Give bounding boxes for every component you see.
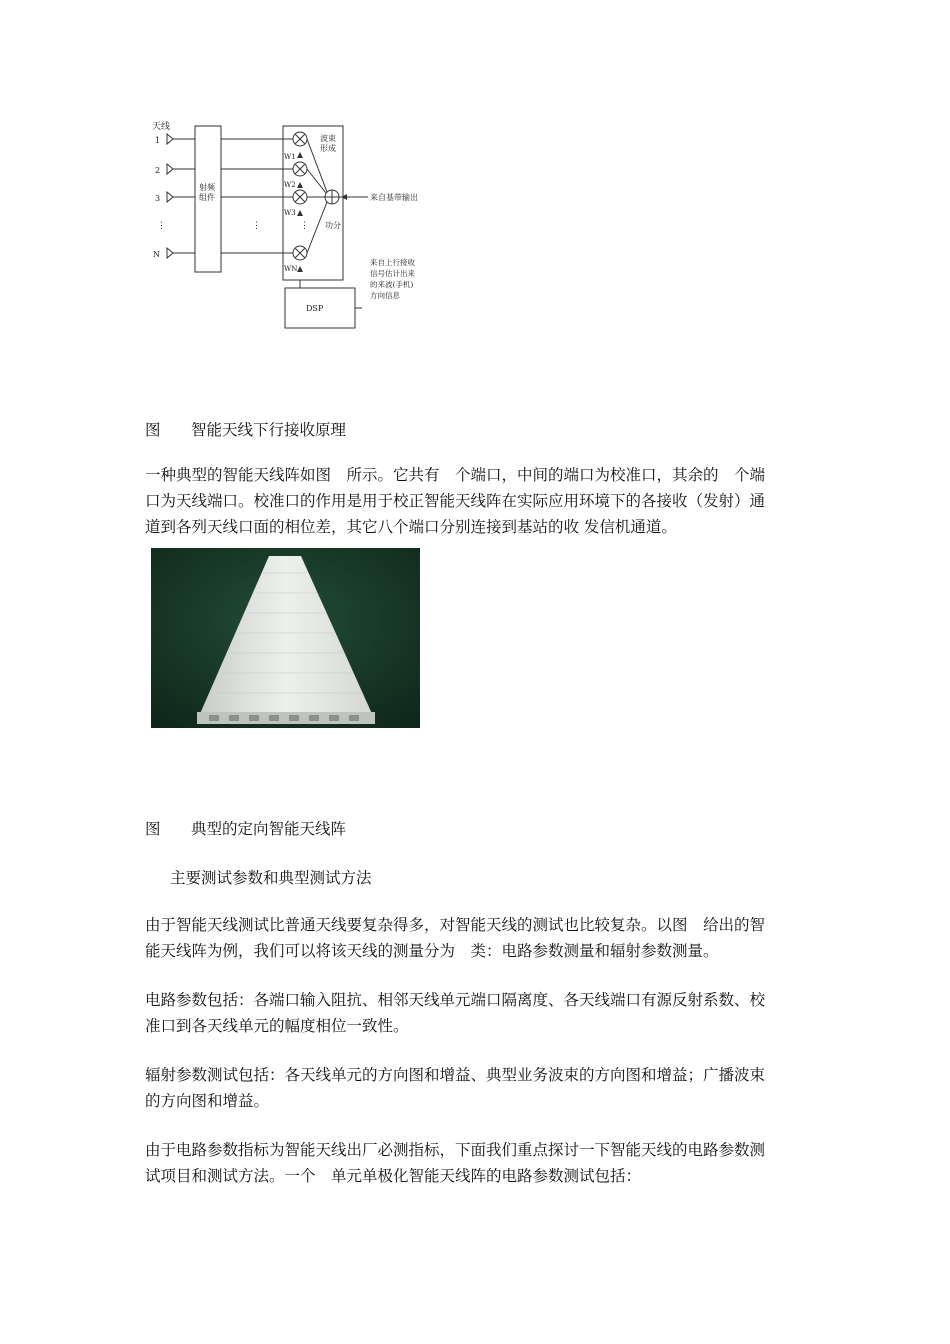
- para4-line1: 辐射参数测试包括：各天线单元的方向图和增益、典型业务波束的方向图和增益；广播波束: [145, 1066, 766, 1084]
- doa-line-2: 信号估计出来: [370, 269, 415, 278]
- dots-mid: ⋮: [252, 221, 261, 231]
- doa-line-4: 方向信息: [370, 291, 400, 300]
- baseband-label: 来自基带输出: [370, 193, 418, 202]
- doa-line-3: 的来波(手机): [370, 280, 414, 289]
- para1-line3: 道到各列天线口面的相位差，其它八个端口分别连接到基站的收 发信机通道。: [145, 518, 677, 536]
- figure-label: 图: [145, 820, 161, 838]
- figure-caption-text: 典型的定向智能天线阵: [191, 820, 347, 838]
- figure-caption-2: [145, 817, 346, 839]
- port-label-2: 2: [155, 166, 161, 175]
- port-label-1: 1: [155, 136, 161, 145]
- figure-caption-1: [145, 418, 346, 440]
- port-label-3: 3: [155, 194, 161, 203]
- smart-antenna-diagram: [140, 118, 440, 333]
- beam-label-1: 波束: [320, 134, 336, 143]
- antenna-label: 天线: [152, 122, 171, 132]
- figure-label: 图: [145, 421, 161, 439]
- photo-svg: [151, 548, 420, 728]
- dsp-label: DSP: [306, 304, 324, 313]
- para3-line1: 电路参数包括：各端口输入阻抗、相邻天线单元端口隔离度、各天线端口有源反射系数、校: [145, 991, 766, 1009]
- port-label-n: N: [153, 250, 160, 259]
- rf-label-1: 射频: [199, 183, 215, 192]
- doa-line-1: 来自上行接收: [370, 258, 415, 267]
- rf-label-2: 组件: [199, 193, 215, 202]
- para5-line1: 由于电路参数指标为智能天线出厂必测指标，下面我们重点探讨一下智能天线的电路参数测: [145, 1141, 766, 1159]
- para4-line2: 的方向图和增益。: [145, 1092, 270, 1110]
- para2-line1: 由于智能天线测试比普通天线要复杂得多，对智能天线的测试也比较复杂。以图 给出的智: [145, 916, 766, 934]
- para1-line1: 一种典型的智能天线阵如图 所示。它共有 个端口，中间的端口为校准口，其余的 个端: [145, 466, 766, 484]
- para3-line2: 准口到各天线单元的幅度相位一致性。: [145, 1017, 409, 1035]
- weight-w1: W1: [284, 153, 296, 161]
- para2-line2: 能天线阵为例，我们可以将该天线的测量分为 类：电路参数测量和辐射参数测量。: [145, 942, 719, 960]
- weight-w3: W3: [284, 209, 296, 217]
- beam-label-2: 形成: [320, 144, 336, 153]
- para5-line2: 试项目和测试方法。一个 单元单极化智能天线阵的电路参数测试包括：: [145, 1167, 642, 1185]
- section-heading: 主要测试参数和典型测试方法: [170, 869, 372, 887]
- split-label: 功分: [325, 221, 341, 230]
- para1-line2: 口为天线端口。校准口的作用是用于校正智能天线阵在实际应用环境下的各接收（发射）通: [145, 492, 766, 510]
- port-label-dots: ⋮: [157, 221, 166, 231]
- antenna-array-photo: [151, 548, 420, 728]
- weight-w2: W2: [284, 181, 296, 189]
- diagram-svg: [140, 118, 440, 333]
- dots-right: ⋮: [300, 221, 309, 231]
- figure-caption-text: 智能天线下行接收原理: [191, 421, 347, 439]
- weight-wn: WN: [284, 265, 298, 273]
